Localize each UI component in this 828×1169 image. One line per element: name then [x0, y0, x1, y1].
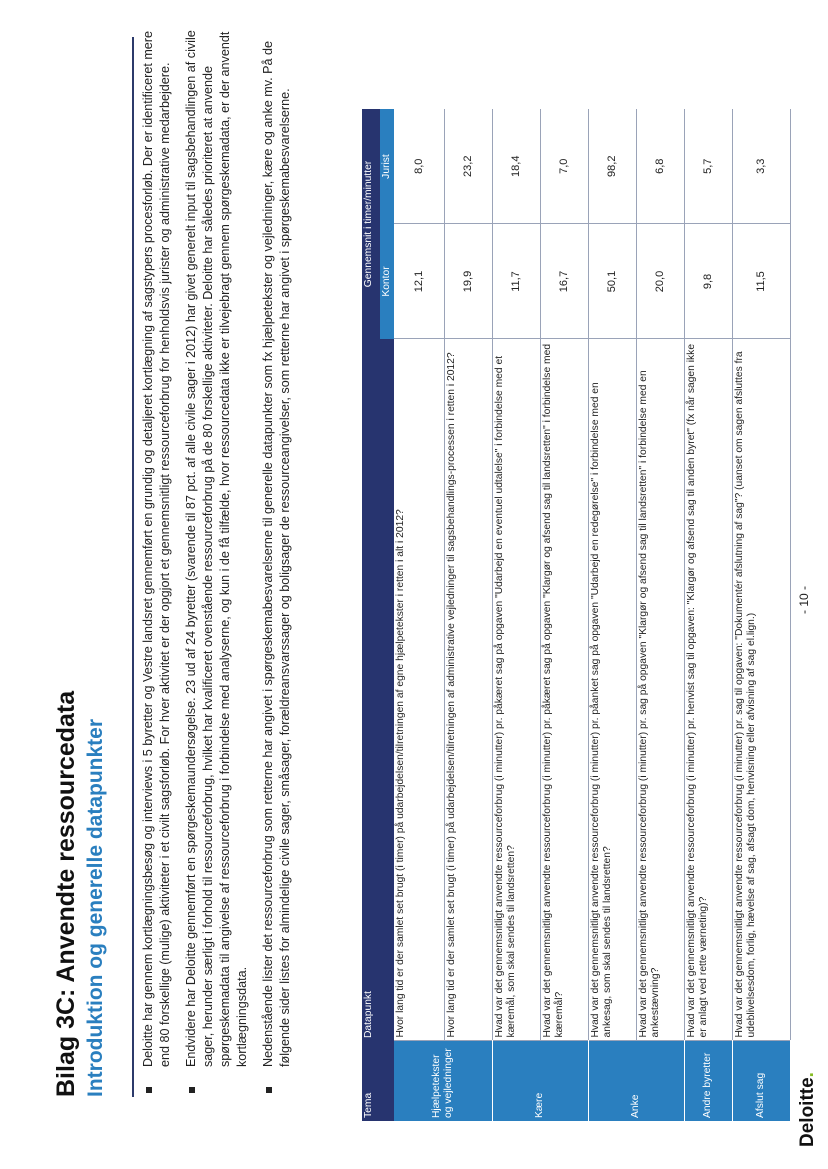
- tema-cell: Andre byretter: [684, 1041, 732, 1121]
- jurist-value: 98,2: [588, 109, 636, 224]
- datapunkt-cell: Hvad var det gennemsnitligt anvendte ressourceforbrug (i minutter) pr. sag til opgaven: "Dokumentér afslutning af sag"? (uanset om sagen afsluttes fra udeblivelsesdom, forlig, hævelse af sag, afsagt dom, henvisning eller afvisning af sag el.lign.): [732, 339, 790, 1041]
- jurist-value: 18,4: [492, 109, 540, 224]
- deloitte-logo: [797, 1072, 819, 1147]
- header-jurist: Jurist: [380, 109, 394, 224]
- table-row: [394, 109, 444, 1121]
- datapunkt-cell: Hvad var det gennemsnitligt anvendte ressourceforbrug (i minutter) pr. sag på opgaven "Klargør og afsend sag til landsretten" i forbindelse med en ankestævning?: [636, 339, 684, 1041]
- table-row: [492, 109, 540, 1121]
- square-bullet-icon: [189, 1087, 195, 1093]
- bullet-item: [140, 22, 174, 1097]
- bullet-item: [260, 22, 294, 1097]
- kontor-value: 16,7: [540, 224, 588, 339]
- kontor-value: 12,1: [394, 224, 444, 339]
- jurist-value: 5,7: [684, 109, 732, 224]
- bullet-list: [140, 22, 303, 1097]
- jurist-value: 3,3: [732, 109, 790, 224]
- kontor-value: 50,1: [588, 224, 636, 339]
- page-title: Bilag 3C: Anvendte ressourcedata: [52, 690, 80, 1097]
- table-row: [636, 109, 684, 1121]
- resource-table: [362, 109, 791, 1121]
- tema-cell: Hjælpetekster og vejledninger: [394, 1041, 492, 1121]
- datapunkt-cell: Hvad var det gennemsnitligt anvendte ressourceforbrug (i minutter) pr. påkæret sag på opgaven "Klargør og afsend sag til landsretten" i forbindelse med kæremål?: [540, 339, 588, 1041]
- header-tema: Tema: [362, 1041, 394, 1121]
- tema-cell: Kære: [492, 1041, 588, 1121]
- datapunkt-cell: Hvad var det gennemsnitligt anvendte ressourceforbrug (i minutter) pr. påkæret sag på opgaven "Udarbejd en eventuel udtalelse" i forbindelse med et kæremål, som skal sendes til landsretten?: [492, 339, 540, 1041]
- header-kontor: Kontor: [380, 224, 394, 339]
- bullet-text: Endvidere har Deloitte gennemført en spørgeskemaundersøgelse. 23 ud af 24 byretter (svarende til 87 pct. af alle civile sager i 2012) har givet generelt input til sagsbehandlingen af civile sager, herunder særligt i forhold til ressourceforbrug, hvilket har kvalificeret ovenstående ressourceforbrug på de 80 forskellige aktiviteter. Deloitte har således prioriteret at anvende spørgeskemadata til angivelse af ressourceforbrug i forbindelse med analyserne, og kun i de få tilfælde, hvor ressourcedata ikke er tilvejebragt gennem spørgeskemadata, er der anvendt kortlægningsdata.: [184, 30, 249, 1067]
- datapunkt-cell: Hvad var det gennemsnitligt anvendte ressourceforbrug (i minutter) pr. henvist sag til opgaven: "Klargør og afsend sag til anden byret" (fx når sagen ikke er anlagt ved rette værneting)?: [684, 339, 732, 1041]
- header-datapunkt: Datapunkt: [362, 339, 394, 1041]
- jurist-value: 23,2: [444, 109, 492, 224]
- bullet-text: Nedenstående lister det ressourceforbrug som retterne har angivet i spørgeskemabesvarelserne til generelle datapunkter som fx hjælpetekster og vejledninger, kære og anke mv. På de følgende sider listes for almindelige civile sager, småsager, forældreansvarssager og boligsager de ressourceangivelser, som retterne har angivet i spørgeskemabesvarelserne.: [261, 40, 292, 1067]
- square-bullet-icon: [146, 1087, 152, 1093]
- header-average-group: Gennemsnit i timer/minutter: [362, 109, 380, 339]
- bullet-text: Deloitte har gennem kortlægningsbesøg og interviews i 5 byretter og Vestre landsret gennemført en grundig og detaljeret kortlægning af sagstypers procesforløb. Der er identificeret mere end 80 forskellige (mulige) aktiviteter i et civilt sagsforløb. For hver aktivitet er der opgjort et gennemsnitligt ressourceforbrug for henholdsvis jurister og administrative medarbejdere.: [141, 30, 172, 1067]
- kontor-value: 11,5: [732, 224, 790, 339]
- jurist-value: 6,8: [636, 109, 684, 224]
- kontor-value: 9,8: [684, 224, 732, 339]
- kontor-value: 20,0: [636, 224, 684, 339]
- datapunkt-cell: Hvor lang tid er der samlet set brugt (i timer) på udarbejdelsen/tilretningen af administrative vejledninger til sagsbehandlings-processen i retten i 2012?: [444, 339, 492, 1041]
- table-row: [732, 109, 790, 1121]
- kontor-value: 11,7: [492, 224, 540, 339]
- kontor-value: 19,9: [444, 224, 492, 339]
- page-number: - 10 -: [797, 585, 811, 614]
- table-row: [444, 109, 492, 1121]
- logo-dot: .: [797, 1072, 818, 1078]
- datapunkt-cell: Hvad var det gennemsnitligt anvendte ressourceforbrug (i minutter) pr. påanket sag på opgaven "Udarbejd en redegørelse" i forbindelse med en ankesag, som skal sendes til landsretten?: [588, 339, 636, 1041]
- tema-cell: Afslut sag: [732, 1041, 790, 1121]
- page-subtitle: Introduktion og generelle datapunkter: [84, 718, 107, 1097]
- table-row: [588, 109, 636, 1121]
- bullet-item: [183, 22, 251, 1097]
- square-bullet-icon: [266, 1087, 272, 1093]
- tema-cell: Anke: [588, 1041, 684, 1121]
- jurist-value: 7,0: [540, 109, 588, 224]
- jurist-value: 8,0: [394, 109, 444, 224]
- datapunkt-cell: Hvor lang tid er der samlet set brugt (i timer) på udarbejdelsen/tilretningen af egne hjælpetekster i retten i alt i 2012?: [394, 339, 444, 1041]
- header-divider: [132, 37, 134, 1097]
- logo-text: Deloitte: [797, 1077, 818, 1147]
- table-row: [684, 109, 732, 1121]
- table-row: [540, 109, 588, 1121]
